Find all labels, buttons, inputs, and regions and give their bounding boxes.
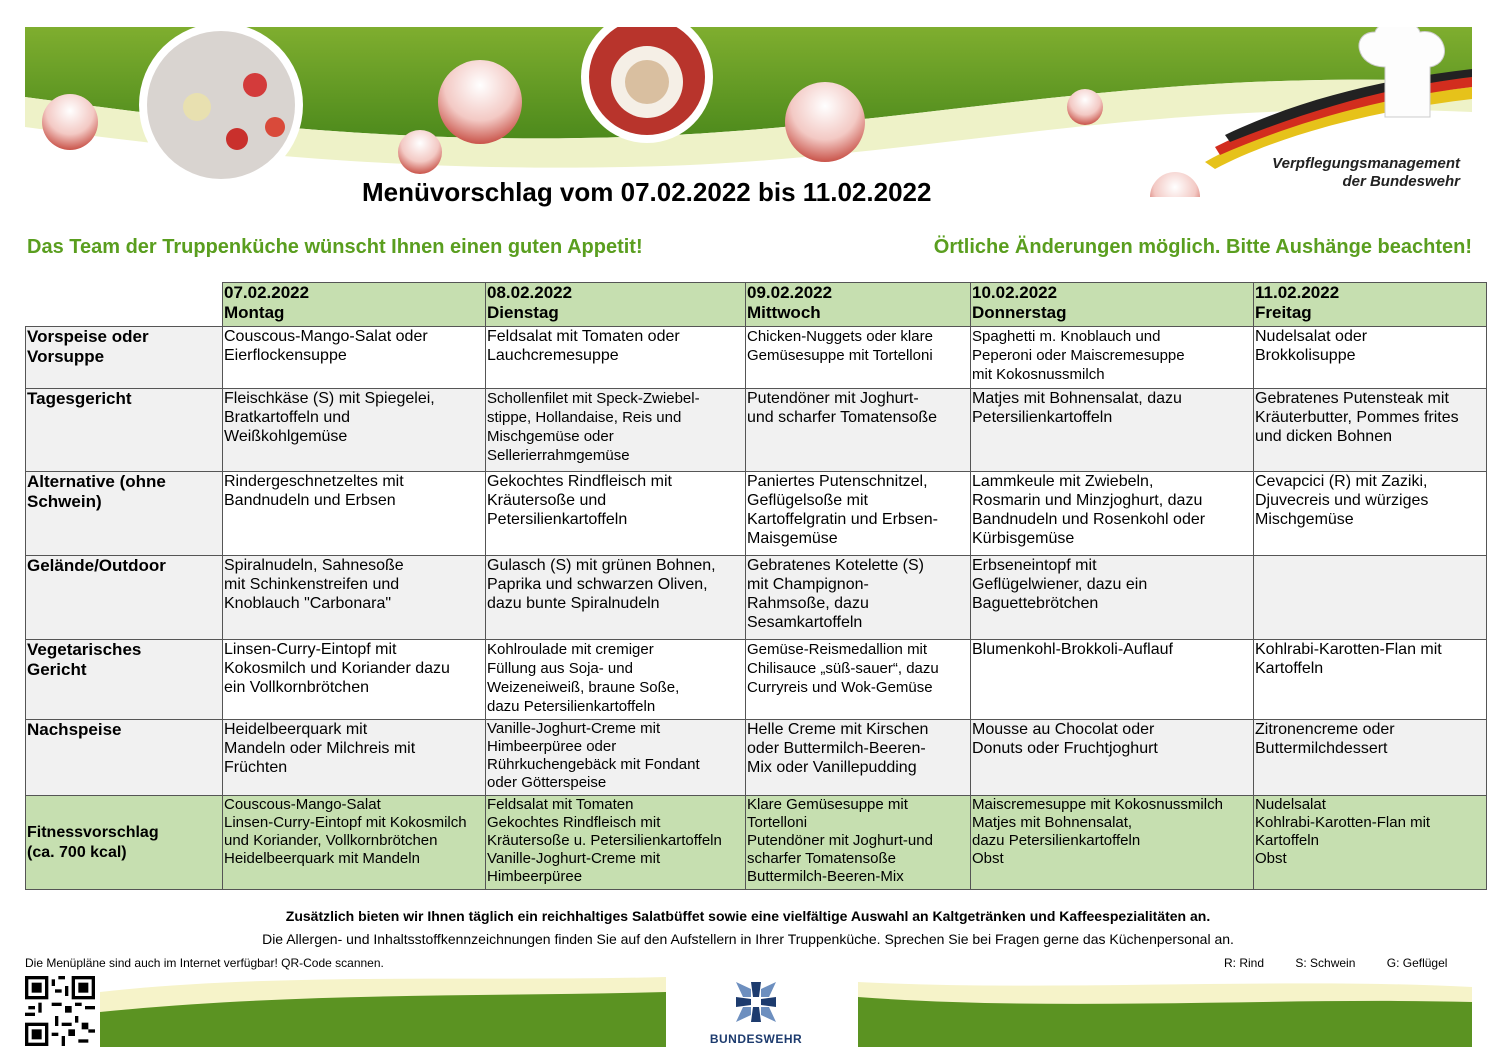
menu-cell: Schollenfilet mit Speck-Zwiebel- stippe, Hollandaise, Reis und Mischgemüse oder Sellerierrahmgemüse: [486, 389, 746, 472]
menu-cell: Lammkeule mit Zwiebeln, Rosmarin und Minzjoghurt, dazu Bandnudeln und Rosenkohl oder Kürbisgemüse: [971, 472, 1254, 556]
menu-row: [26, 640, 1487, 720]
menu-cell: Gebratenes Kotelette (S) mit Champignon- Rahmsoße, dazu Sesamkartoffeln: [746, 556, 971, 640]
header-blank: [26, 283, 223, 327]
footer-note-bold: Zusätzlich bieten wir Ihnen täglich ein reichhaltiges Salatbüffet sowie eine vielfältige Auswahl an Kaltgetränken und Kaffeespezialitäten an.: [285, 908, 1211, 924]
fitness-cell: Klare Gemüsesuppe mit Tortelloni Putendöner mit Joghurt-und scharfer Tomatensoße Buttermilch-Beeren-Mix: [746, 796, 971, 890]
day-header: 08.02.2022 Dienstag: [486, 283, 746, 327]
row-label: Alternative (ohne Schwein): [26, 472, 223, 556]
row-label: Vorspeise oder Vorsuppe: [26, 327, 223, 389]
menu-cell: Paniertes Putenschnitzel, Geflügelsoße mit Kartoffelgratin und Erbsen- Maisgemüse: [746, 472, 971, 556]
menu-cell: Kohlrabi-Karotten-Flan mit Kartoffeln: [1254, 640, 1487, 720]
day-header: 11.02.2022 Freitag: [1254, 283, 1487, 327]
day-header: 07.02.2022 Montag: [223, 283, 486, 327]
row-label: Tagesgericht: [26, 389, 223, 472]
menu-row: [26, 327, 1487, 389]
bundeswehr-logo: [706, 975, 806, 1053]
row-label: Fitnessvorschlag (ca. 700 kcal): [26, 796, 223, 890]
menu-cell: Gekochtes Rindfleisch mit Kräutersoße und Petersilienkartoffeln: [486, 472, 746, 556]
menu-cell: [1254, 556, 1487, 640]
fitness-row: [26, 796, 1487, 890]
logo-line-2: der Bundeswehr: [1342, 173, 1460, 190]
menu-cell: Putendöner mit Joghurt- und scharfer Tomatensoße: [746, 389, 971, 472]
menu-cell: Mousse au Chocolat oder Donuts oder Fruchtjoghurt: [971, 720, 1254, 796]
menu-row: [26, 389, 1487, 472]
menu-row: [26, 720, 1487, 796]
day-header-row: [26, 283, 1487, 327]
menu-cell: Heidelbeerquark mit Mandeln oder Milchreis mit Früchten: [223, 720, 486, 796]
menu-row: [26, 556, 1487, 640]
fitness-cell: Couscous-Mango-Salat Linsen-Curry-Eintopf mit Kokosmilch und Koriander, Vollkornbrötchen Heidelbeerquark mit Mandeln: [223, 796, 486, 890]
menu-cell: Gemüse-Reismedallion mit Chilisauce „süß-sauer“, dazu Curryreis und Wok-Gemüse: [746, 640, 971, 720]
qr-code[interactable]: [25, 976, 95, 1046]
menu-cell: Matjes mit Bohnensalat, dazu Petersilienkartoffeln: [971, 389, 1254, 472]
row-label: Nachspeise: [26, 720, 223, 796]
menu-cell: Blumenkohl-Brokkoli-Auflauf: [971, 640, 1254, 720]
menu-cell: Gulasch (S) mit grünen Bohnen, Paprika und schwarzen Oliven, dazu bunte Spiralnudeln: [486, 556, 746, 640]
menu-table: [25, 282, 1487, 890]
footer-note: Die Allergen- und Inhaltsstoffkennzeichnungen finden Sie auf den Aufstellern in Ihrer Truppenküche. Sprechen Sie bei Fragen gerne das Küchenpersonal an.: [262, 931, 1234, 947]
menu-row: [26, 472, 1487, 556]
footer-band-right: [858, 972, 1472, 1047]
menu-cell: Zitronencreme oder Buttermilchdessert: [1254, 720, 1487, 796]
menu-cell: Erbseneintopf mit Geflügelwiener, dazu ein Baguettebrötchen: [971, 556, 1254, 640]
menu-cell: Couscous-Mango-Salat oder Eierflockensuppe: [223, 327, 486, 389]
footer-band-left: [100, 972, 666, 1047]
iron-cross-icon: [731, 977, 781, 1027]
menu-cell: Gebratenes Putensteak mit Kräuterbutter, Pommes frites und dicken Bohnen: [1254, 389, 1487, 472]
row-label: Gelände/Outdoor: [26, 556, 223, 640]
menu-cell: Linsen-Curry-Eintopf mit Kokosmilch und Koriander dazu ein Vollkornbrötchen: [223, 640, 486, 720]
menu-cell: Rindergeschnetzeltes mit Bandnudeln und Erbsen: [223, 472, 486, 556]
day-header: 10.02.2022 Donnerstag: [971, 283, 1254, 327]
menu-cell: Helle Creme mit Kirschen oder Buttermilch-Beeren- Mix oder Vanillepudding: [746, 720, 971, 796]
menu-cell: Feldsalat mit Tomaten oder Lauchcremesuppe: [486, 327, 746, 389]
menu-cell: Chicken-Nuggets oder klare Gemüsesuppe mit Tortelloni: [746, 327, 971, 389]
menu-cell: Vanille-Joghurt-Creme mit Himbeerpüree oder Rührkuchengebäck mit Fondant oder Götterspeise: [486, 720, 746, 796]
menu-cell: Cevapcici (R) mit Zaziki, Djuvecreis und würziges Mischgemüse: [1254, 472, 1487, 556]
legend-item: S: Schwein: [1295, 956, 1356, 970]
fitness-cell: Maiscremesuppe mit Kokosnussmilch Matjes mit Bohnensalat, dazu Petersilienkartoffeln Obst: [971, 796, 1254, 890]
menu-cell: Spaghetti m. Knoblauch und Peperoni oder Maiscremesuppe mit Kokosnussmilch: [971, 327, 1254, 389]
bundeswehr-wordmark: BUNDESWEHR: [709, 1032, 803, 1046]
row-label: Vegetarisches Gericht: [26, 640, 223, 720]
logo-text: [1240, 155, 1460, 191]
menu-cell: Spiralnudeln, Sahnesoße mit Schinkenstreifen und Knoblauch "Carbonara": [223, 556, 486, 640]
page-title: Menüvorschlag vom 07.02.2022 bis 11.02.2022: [362, 177, 932, 207]
internet-note: Die Menüpläne sind auch im Internet verfügbar! QR-Code scannen.: [25, 956, 384, 970]
fitness-cell: Nudelsalat Kohlrabi-Karotten-Flan mit Kartoffeln Obst: [1254, 796, 1487, 890]
logo-line-1: Verpflegungsmanagement: [1272, 155, 1460, 172]
slogan-left: Das Team der Truppenküche wünscht Ihnen einen guten Appetit!: [27, 236, 643, 258]
menu-cell: Nudelsalat oder Brokkolisuppe: [1254, 327, 1487, 389]
legend-item: R: Rind: [1224, 956, 1265, 970]
legend-item: G: Geflügel: [1386, 956, 1448, 970]
menu-cell: Kohlroulade mit cremiger Füllung aus Soja- und Weizeneiweiß, braune Soße, dazu Petersilienkartoffeln: [486, 640, 746, 720]
menu-cell: Fleischkäse (S) mit Spiegelei, Bratkartoffeln und Weißkohlgemüse: [223, 389, 486, 472]
legend: [1224, 956, 1475, 970]
slogan-right: Örtliche Änderungen möglich. Bitte Aushänge beachten!: [933, 236, 1472, 258]
day-header: 09.02.2022 Mittwoch: [746, 283, 971, 327]
fitness-cell: Feldsalat mit Tomaten Gekochtes Rindfleisch mit Kräutersoße u. Petersilienkartoffeln Vanille-Joghurt-Creme mit Himbeerpüree: [486, 796, 746, 890]
